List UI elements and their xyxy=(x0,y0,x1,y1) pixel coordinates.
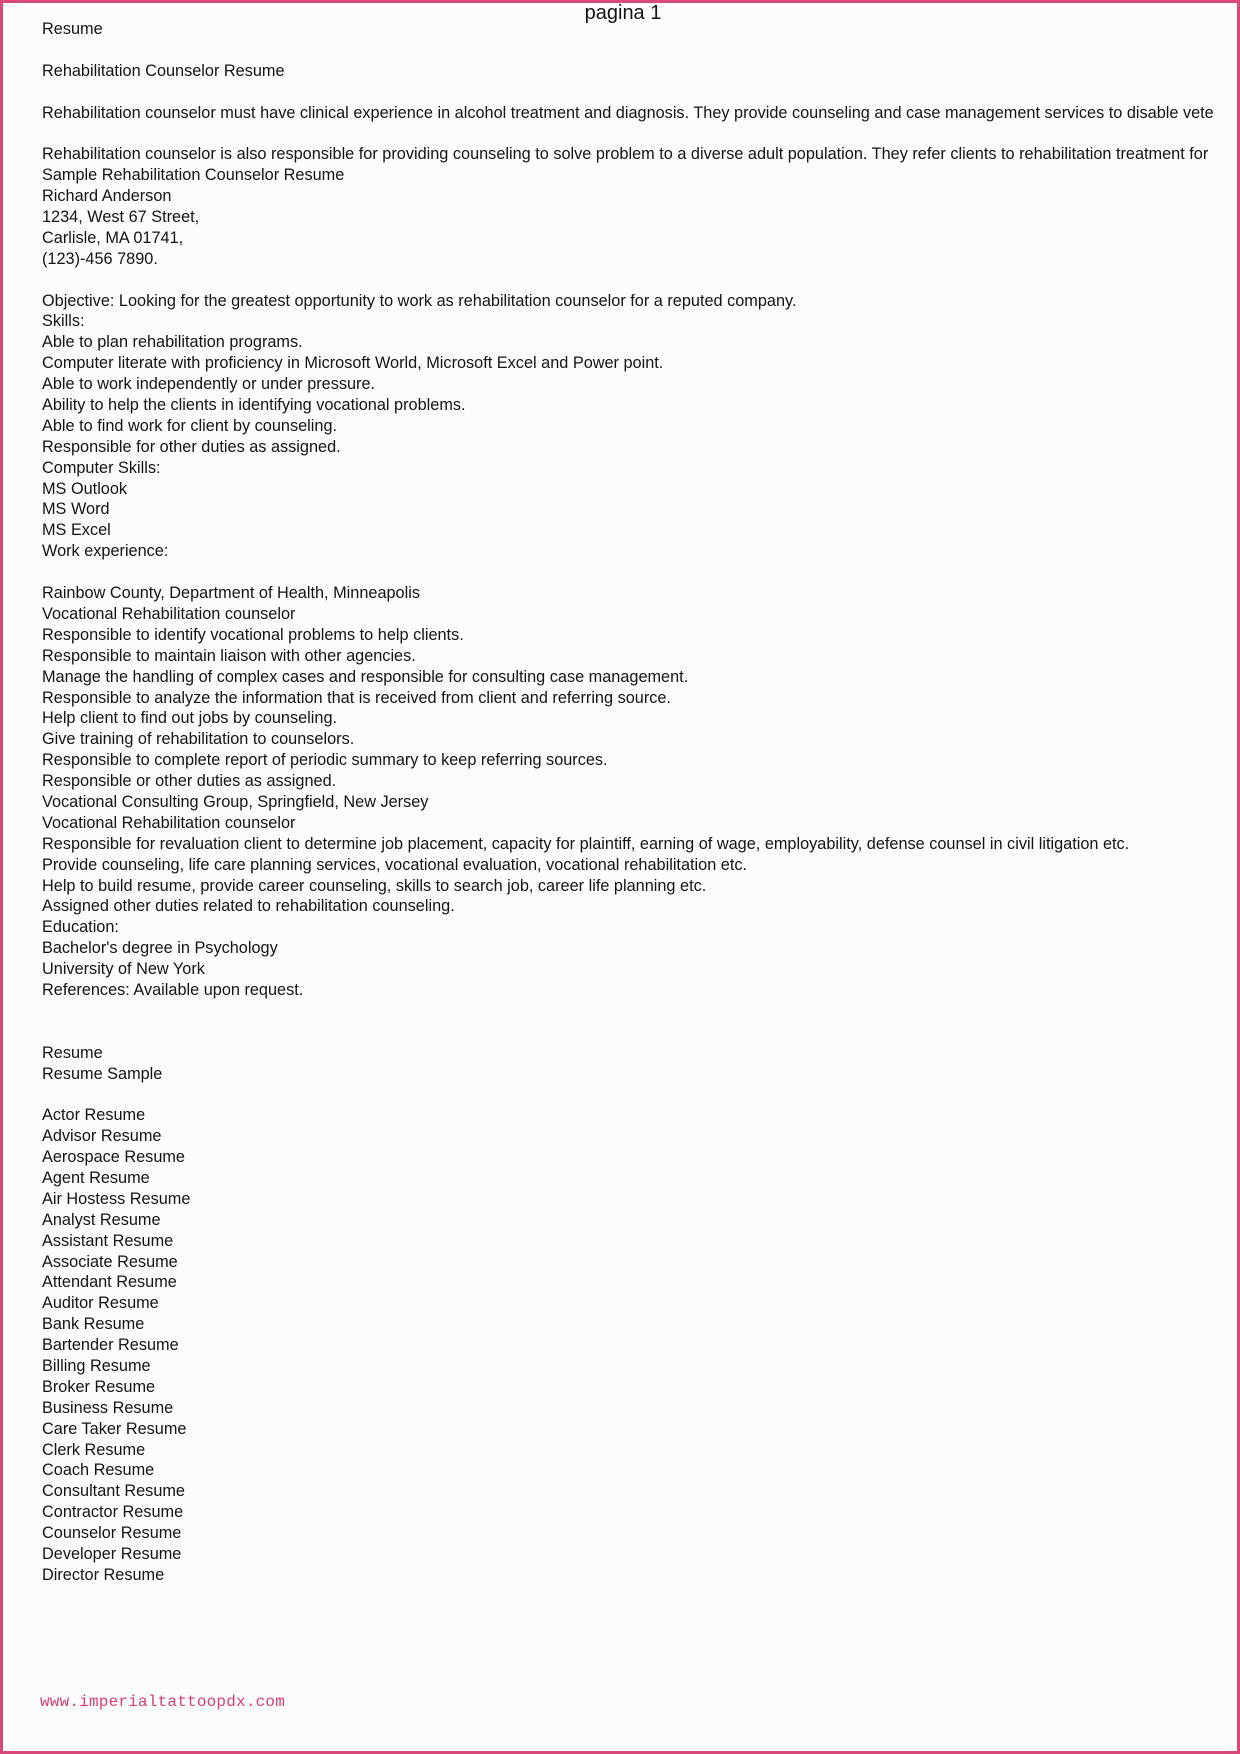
text-line: Carlisle, MA 01741, xyxy=(42,228,184,247)
text-line: Developer Resume xyxy=(42,1545,182,1564)
text-line: Able to plan rehabilitation programs. xyxy=(42,333,303,352)
text-line: Director Resume xyxy=(42,1565,165,1584)
text-line: Education: xyxy=(42,918,119,937)
page-header: pagina 1 xyxy=(584,2,662,24)
text-line: Care Taker Resume xyxy=(42,1419,187,1438)
text-line: Rainbow County, Department of Health, Minneapolis xyxy=(42,584,420,603)
text-line: Help to build resume, provide career counseling, skills to search job, career life planning etc. xyxy=(42,876,707,895)
text-line: Bartender Resume xyxy=(42,1336,179,1355)
text-line: Air Hostess Resume xyxy=(42,1189,191,1208)
blank-line xyxy=(42,1084,1240,1105)
text-line: Help client to find out jobs by counseling. xyxy=(42,709,338,728)
blank-line xyxy=(42,40,1240,61)
text-line: Rehabilitation counselor is also responsible for providing counseling to solve problem to a diverse adult population. They refer clients to rehabilitation treatment for xyxy=(42,145,1209,164)
text-line: Associate Resume xyxy=(42,1252,178,1271)
text-line: Manage the handling of complex cases and responsible for consulting case management. xyxy=(42,667,689,686)
blank-line xyxy=(42,270,1240,291)
text-line: Vocational Rehabilitation counselor xyxy=(42,604,296,623)
text-line: Richard Anderson xyxy=(42,187,172,206)
text-line: Advisor Resume xyxy=(42,1127,162,1146)
text-line: Counselor Resume xyxy=(42,1524,182,1543)
text-line: Give training of rehabilitation to counselors. xyxy=(42,730,355,749)
text-line: Ability to help the clients in identifying vocational problems. xyxy=(42,396,466,415)
text-line: References: Available upon request. xyxy=(42,980,304,999)
text-line: Bachelor's degree in Psychology xyxy=(42,939,278,958)
blank-line xyxy=(42,1001,1240,1022)
text-line: Contractor Resume xyxy=(42,1503,184,1522)
text-line: (123)-456 7890. xyxy=(42,249,158,268)
text-line: Vocational Rehabilitation counselor xyxy=(42,813,296,832)
text-line: Rehabilitation counselor must have clinical experience in alcohol treatment and diagnosis. They provide counseling and case management services to disable vete xyxy=(42,103,1214,122)
text-line: Responsible to complete report of periodic summary to keep referring sources. xyxy=(42,751,608,770)
text-line: Coach Resume xyxy=(42,1461,155,1480)
text-line: Responsible to identify vocational problems to help clients. xyxy=(42,625,464,644)
text-line: Billing Resume xyxy=(42,1357,151,1375)
text-line: Computer Skills: xyxy=(42,458,161,477)
text-line: Attendant Resume xyxy=(42,1273,177,1292)
text-line: Resume xyxy=(42,20,103,38)
text-line: Broker Resume xyxy=(42,1377,156,1396)
text-line: University of New York xyxy=(42,960,205,979)
text-line: Able to work independently or under pressure. xyxy=(42,375,376,394)
text-line: Agent Resume xyxy=(42,1168,150,1187)
text-line: Rehabilitation Counselor Resume xyxy=(42,61,285,80)
text-line: 1234, West 67 Street, xyxy=(42,208,200,227)
text-line: MS Word xyxy=(42,500,110,519)
text-line: Skills: xyxy=(42,312,85,331)
text-line: Consultant Resume xyxy=(42,1482,185,1501)
text-line: Responsible for other duties as assigned. xyxy=(42,437,341,456)
blank-line xyxy=(42,1022,1240,1043)
text-line: Responsible for revaluation client to determine job placement, capacity for plaintiff, earning of wage, employability, defense counsel in civil litigation etc. xyxy=(42,834,1130,853)
text-line: Work experience: xyxy=(42,542,169,561)
text-line: Assigned other duties related to rehabilitation counseling. xyxy=(42,897,455,916)
text-line: Bank Resume xyxy=(42,1315,145,1334)
text-line: Aerospace Resume xyxy=(42,1148,185,1167)
text-line: Clerk Resume xyxy=(42,1440,146,1459)
text-line: Business Resume xyxy=(42,1398,174,1417)
text-line: Actor Resume xyxy=(42,1106,146,1125)
text-line: Responsible to analyze the information that is received from client and referring source. xyxy=(42,688,671,707)
text-line: Vocational Consulting Group, Springfield, New Jersey xyxy=(42,792,429,811)
text-line: Resume Sample xyxy=(42,1064,163,1083)
text-line: Resume xyxy=(42,1043,103,1062)
blank-line xyxy=(42,82,1240,103)
text-line: Analyst Resume xyxy=(42,1210,161,1229)
text-line: Responsible to maintain liaison with other agencies. xyxy=(42,646,416,665)
text-line: Provide counseling, life care planning services, vocational evaluation, vocational rehabilitation etc. xyxy=(42,855,748,874)
text-line: MS Outlook xyxy=(42,479,128,498)
text-line: Auditor Resume xyxy=(42,1294,159,1313)
watermark-link[interactable]: www.imperialtattoopdx.com xyxy=(40,1693,286,1711)
document-body xyxy=(42,19,1240,1586)
text-line: MS Excel xyxy=(42,521,111,540)
text-line: Objective: Looking for the greatest opportunity to work as rehabilitation counselor for a reputed company. xyxy=(42,291,797,310)
text-line: Computer literate with proficiency in Microsoft World, Microsoft Excel and Power point. xyxy=(42,354,664,373)
blank-line xyxy=(42,562,1240,583)
blank-line xyxy=(42,123,1240,144)
text-line: Responsible or other duties as assigned. xyxy=(42,772,337,791)
text-line: Able to find work for client by counseling. xyxy=(42,416,338,435)
text-line: Sample Rehabilitation Counselor Resume xyxy=(42,166,345,185)
text-line: Assistant Resume xyxy=(42,1231,174,1250)
